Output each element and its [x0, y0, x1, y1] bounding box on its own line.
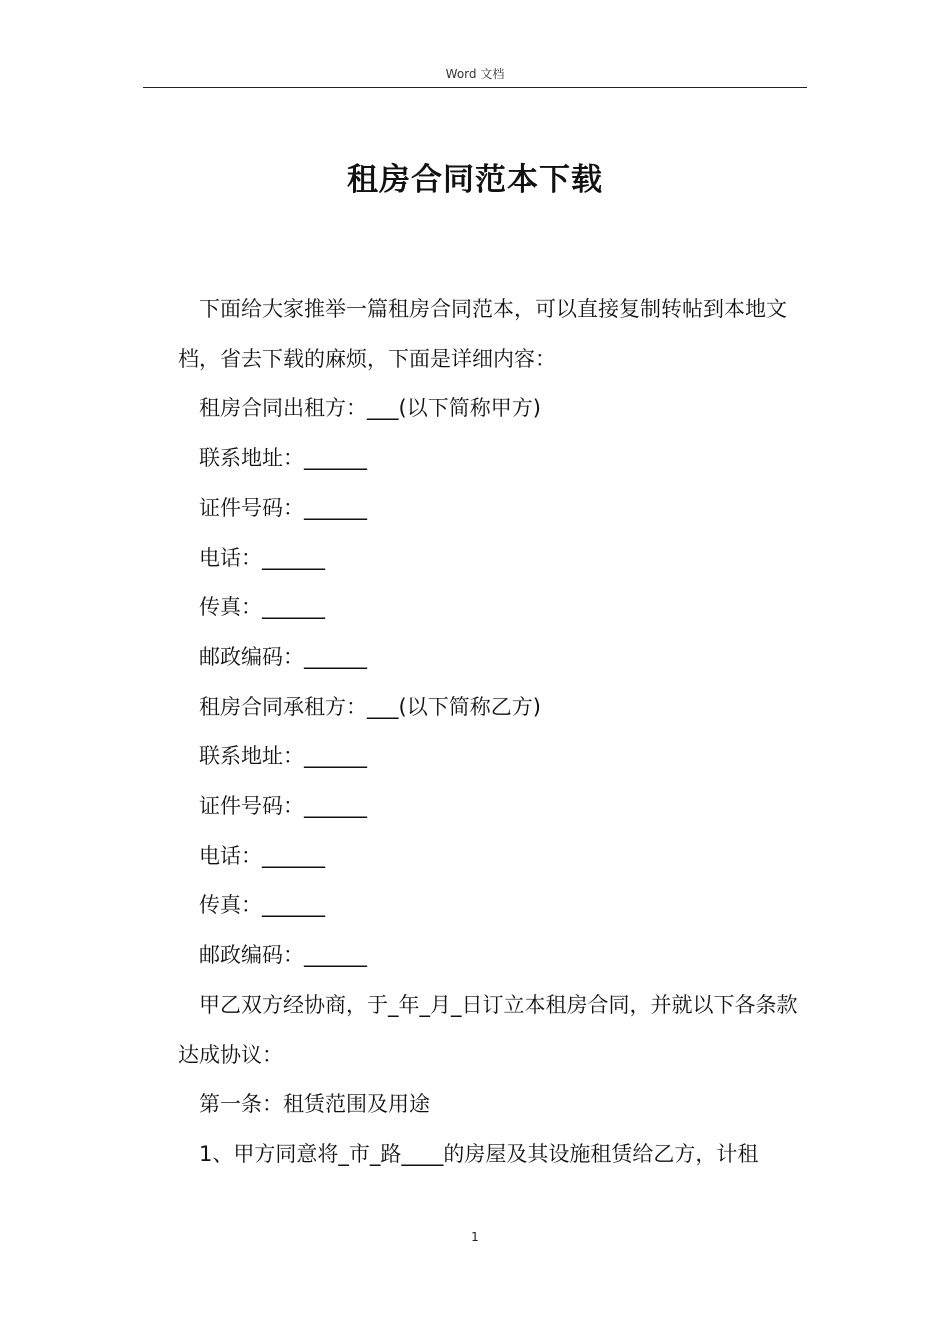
paragraph: 传真：______ [199, 893, 325, 918]
paragraph: 证件号码：______ [199, 495, 367, 520]
paragraph: 证件号码：______ [199, 794, 367, 819]
page-number: 1 [471, 1230, 479, 1244]
paragraph: 联系地址：______ [199, 744, 367, 769]
paragraph: 电话：______ [199, 545, 325, 570]
paragraph: 邮政编码：______ [199, 644, 367, 669]
paragraph: 电话：______ [199, 843, 325, 868]
paragraph: 租房合同承租方：___(以下简称乙方) [199, 694, 541, 719]
paragraph: 1、甲方同意将_市_路____的房屋及其设施租赁给乙方，计租 [199, 1141, 759, 1166]
paragraph: 第一条：租赁范围及用途 [199, 1092, 430, 1117]
paragraph: 传真：______ [199, 595, 325, 620]
paragraph: 联系地址：______ [199, 446, 367, 471]
page-header: Word 文档 [445, 67, 505, 81]
paragraph: 租房合同出租方：___(以下简称甲方) [199, 396, 541, 421]
document-title: 租房合同范本下载 [347, 162, 603, 198]
document-body [178, 285, 808, 1180]
paragraph: 邮政编码：______ [199, 943, 367, 968]
paragraph: 下面给大家推举一篇租房合同范本，可以直接复制转帖到本地文档，省去下载的麻烦，下面是详细内容： [178, 297, 787, 371]
header-divider [143, 87, 807, 88]
paragraph: 甲乙双方经协商，于_年_月_日订立本租房合同，并就以下各条款达成协议： [178, 992, 798, 1067]
